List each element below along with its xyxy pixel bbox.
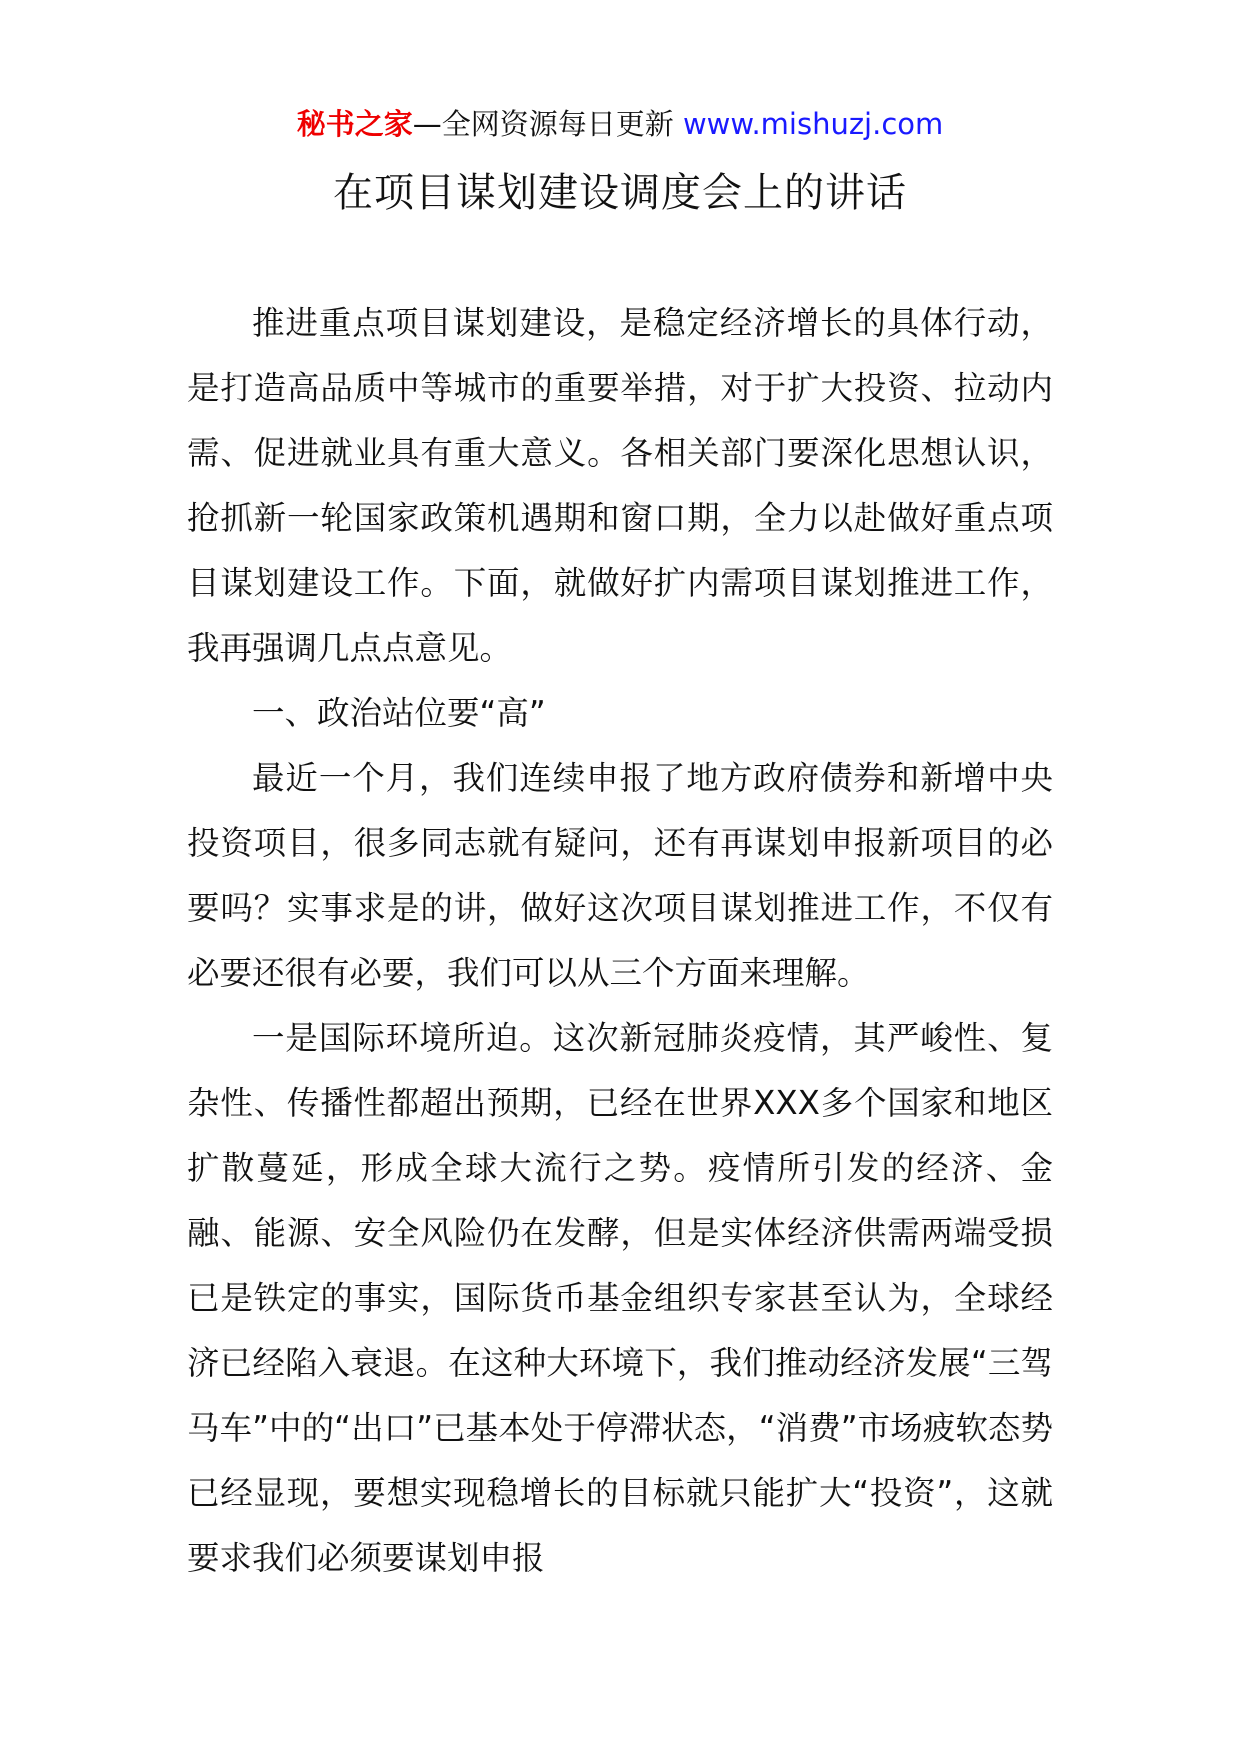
site-brand: 秘书之家: [296, 107, 413, 141]
paragraph-intro: 推进重点项目谋划建设，是稳定经济增长的具体行动，是打造高品质中等城市的重要举措，对于扩大投资、拉动内需、促进就业具有重大意义。各相关部门要深化思想认识，抢抓新一轮国家政策机遇期和窗口期，全力以赴做好重点项目谋划建设工作。下面，就做好扩内需项目谋划推进工作，我再强调几点点意见。: [187, 304, 1053, 667]
site-header: [0, 104, 1240, 144]
site-tagline: —全网资源每日更新: [412, 107, 674, 141]
paragraph-section-1: 最近一个月，我们连续申报了地方政府债券和新增中央投资项目，很多同志就有疑问，还有再谋划申报新项目的必要吗？实事求是的讲，做好这次项目谋划推进工作，不仅有必要还很有必要，我们可以从三个方面来理解。: [187, 759, 1053, 992]
site-url[interactable]: www.mishuzj.com: [682, 107, 944, 141]
section-heading-1: 一、政治站位要“高”: [252, 694, 546, 732]
document-body: [187, 291, 1053, 1591]
document-title: 在项目谋划建设调度会上的讲话: [333, 170, 907, 216]
paragraph-international-environment: 一是国际环境所迫。这次新冠肺炎疫情，其严峻性、复杂性、传播性都超出预期，已经在世界XXX多个国家和地区扩散蔓延，形成全球大流行之势。疫情所引发的经济、金融、能源、安全风险仍在发酵，但是实体经济供需两端受损已是铁定的事实，国际货币基金组织专家甚至认为，全球经济已经陷入衰退。在这种大环境下，我们推动经济发展“三驾马车”中的“出口”已基本处于停滞状态，“消费”市场疲软态势已经显现，要想实现稳增长的目标就只能扩大“投资”，这就要求我们必须要谋划申报: [187, 1019, 1053, 1577]
